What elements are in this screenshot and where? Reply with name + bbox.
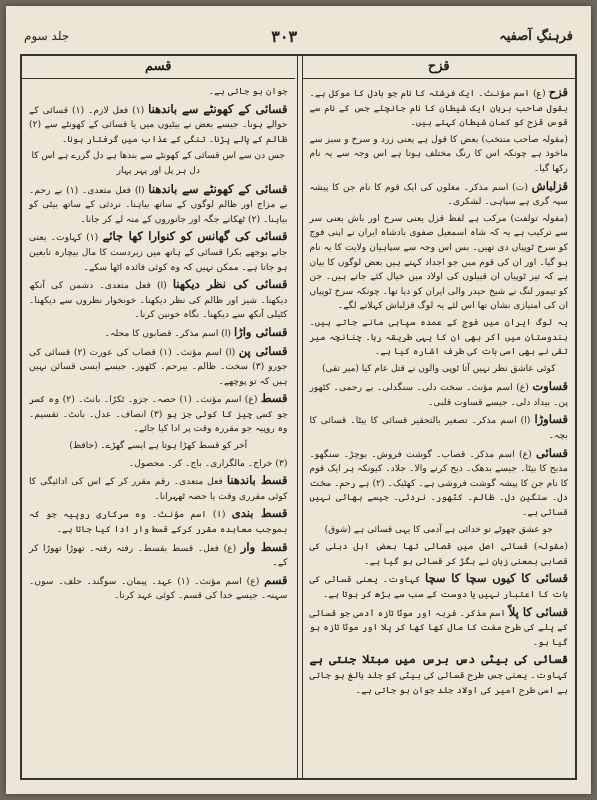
dictionary-entry [29, 506, 288, 537]
definition: (ع) فعل۔ قسط بقسط۔ رفتہ رفتہ۔ تھوڑا تھوڑا کر کے۔ [29, 542, 288, 569]
page-number: ۳۰۳ [271, 26, 298, 46]
definition: (۱) کہاوت۔ یعنی جانے بوجھے بکرا قسائی کے ہاتھ میں زبردست کا مال بیچارہ تابعین ہو جاتا ہے۔ ممکن نہیں کہ وہ کوئی فائدہ اٹھا سکے۔ [29, 232, 288, 273]
verse-text: آخر کو قسط کھڑا ہوتا ہے ایسے گھڑے۔ (حافظ) [69, 441, 248, 452]
right-column-body [303, 79, 576, 698]
headword: قسط [260, 391, 288, 406]
dictionary-entry [29, 473, 288, 504]
verse-text: جو عشق چھوٹے تو خدائی ہے آدمی کا یہی قسائی ہے (شوق) [324, 524, 553, 535]
definition: (۱) فعل لازم۔ (۱) قسائی کے حوالے ہونا۔ جیسے بعض نے بیٹیوں میں یا قسائی کے کھونٹے سے (۲) ظالم کے پالے پڑنا۔ تنگی کے عذاب میں گرفتار ہونا۔ [29, 104, 288, 145]
headword: قسائی کے کھونٹے سے باندھنا [148, 101, 288, 116]
definition: کہاوت۔ یعنی جس طرح قسائی کی بیٹی کو جلد بالغ ہو جاتی ہے اسی طرح امیر کی اولاد جلد جوان ہو جاتی ہے۔ [309, 669, 568, 696]
headword: قزلباش [531, 178, 569, 193]
dictionary-entry [310, 652, 569, 698]
dictionary-entry [310, 540, 569, 569]
dictionary-entry [29, 85, 288, 100]
definition: (مقولہ تولفت) مرکب ہے لفظ قزل یعنی سرخ اور باش یعنی سر سے ترکیب ہے یہ کہ شاہ اسمعیل صفوی بادشاہ ایران نے اپنی فوج کو سرخ ٹوپیاں دی تھیں۔ بس اس وجہ سے سپاہیان ولایت کا یہ نام ہو گیا۔ اور ان کی قوم میں جو اجداد کہتے ہیں بعض لوگوں کا بیان ہے کہ تیر ٹوپیاں ان قبیلوں کی اولاد میں خیال کئے جاتے ہیں۔ جن کو تیمور لنگ نے شیخ حیدر والی ایران کو دیا تھا۔ چونکہ سرخ ٹوپیاں ان کی امتیازی نشان تھا اس لئے یہ لوگ قزلباش کہلانے لگے۔ [309, 212, 568, 312]
definition: (ع) اسم مؤنث۔ سخت دلی۔ سنگدلی۔ بے رحمی۔ کٹھور پن۔ بیداد دلی۔ جیسے قساوت قلبی۔ [309, 382, 568, 408]
headword: قسائی واڑا [233, 324, 288, 339]
headword: قسائی کی گھانس کو کنوارا کھا جائے [102, 229, 288, 244]
headword: قسم [264, 572, 288, 587]
headword: قزح [548, 85, 568, 99]
dictionary-entry [310, 379, 569, 410]
dictionary-entry [29, 325, 288, 342]
definition: جوان ہو جاتی ہے۔ [208, 86, 288, 97]
headword: قسائی کے کھونٹے سے باندھنا [148, 181, 288, 196]
dictionary-entry [310, 85, 569, 131]
definition: (مقولہ صاحب منتخب) بعض کا قول ہے یعنی زرد و سرخ و سبز سے ماخوذ ہے چونکہ اس کا رنگ مختلف ہوتا ہے اس وجہ سے یہ نام رکھا گیا۔ [309, 133, 568, 174]
verse-line [29, 149, 288, 178]
definition: فعل متعدی۔ رقم مقرر کر کے اس کی ادائیگی کا کوئی مقرری وقت یا حصہ ٹھہرانا۔ [29, 476, 288, 502]
left-column-heading: قسم [22, 56, 295, 79]
definition: (ا) اسم مذکر۔ قصابوں کا محلہ۔ [104, 327, 232, 339]
dictionary-entry [29, 277, 288, 323]
dictionary-entry [310, 179, 569, 210]
headword: قسط وار [240, 539, 288, 554]
running-head [24, 24, 573, 48]
dictionary-page [6, 6, 591, 794]
definition: (۳) خراج۔ مالگزاری۔ باج۔ کر۔ محصول۔ [128, 457, 288, 469]
headword: قساوت [532, 379, 568, 394]
dictionary-entry [310, 605, 569, 651]
text-frame [20, 54, 577, 780]
headword: قسائی پن [238, 343, 288, 358]
verse-line [310, 362, 569, 377]
headword: قسط بندی [231, 506, 288, 521]
dictionary-entry [310, 571, 569, 602]
definition: (ا) فعل متعدی۔ دشمن کی آنکھ دیکھنا۔ شیر اور ظالم کی نظر دیکھنا۔ خونخوار نظروں سے دیکھنا۔ کٹیلی آنکھ سے دیکھنا۔ نگاہ خونین کرنا۔ [29, 280, 288, 321]
dictionary-entry [310, 446, 569, 521]
dictionary-entry [29, 344, 288, 390]
headword: قساوڑا [534, 412, 568, 427]
dictionary-entry [29, 457, 288, 472]
definition: (ت) اسم مذکر۔ مغلوں کی ایک قوم کا نام جن کا پیشہ سپہ گری ہے سپاہی۔ لشکری۔ [309, 181, 568, 208]
definition: اسم مذکر۔ فربہ اور موٹا تازہ آدمی جو قسائی کے پلے کی طرح مفت کا مال کھا کھا کر پلا اور موٹا تازہ ہو گیا ہو۔ [309, 607, 568, 648]
headword: قسائی [535, 445, 568, 460]
volume-label: جلد سوم [24, 29, 70, 43]
definition: (ا) اسم مذکر۔ تصغیر بالتحقیر قسائی کا بیٹا۔ قسائی کا بچہ۔ [309, 415, 568, 442]
headword: قسائی کا پلاّ [508, 604, 568, 619]
dictionary-entry [310, 133, 569, 177]
headword: قسائی کی بیٹی دس برس میں مبتلا جنتی ہے [309, 652, 568, 667]
definition: (ا) اسم مؤنث۔ (۱) قصاب کی عورت (۲) قسائی کی جورو (۳) سخت۔ ظالم۔ بیرحم۔ کٹھور۔ جیسے ایسی قسائن نہیں ہیں کہ تو پوچھے۔ [29, 346, 288, 387]
dictionary-entry [29, 102, 288, 148]
dictionary-entry [29, 573, 288, 604]
dictionary-entry [29, 391, 288, 437]
definition: (مقولہ) قسائی اصل میں قصائی تھا بعض اہل دہلی کی قصابی بمعنی زبان نے بگڑ کر قسائی ہو گیا ہے۔ [309, 541, 568, 567]
dictionary-entry [310, 316, 569, 360]
definition: (ع) اسم مؤنث۔ ایک فرشتہ کا نام جو بادل کا موکل ہے۔ بقول صاحب برہان ایک شیطان کا نام جانچئے جس کے نام سے قوس قزح کو کمان شیطان کہتے ہیں۔ [309, 88, 568, 129]
definition: (ع) اسم مؤنث۔ (۱) حصہ۔ جزو۔ ٹکڑا۔ بانٹ۔ (۲) وہ کسر جو کسی چیز کا کوئی جز ہو (۳) انصاف۔ عدل۔ بانٹ۔ تقسیم۔ وہ روپیہ جو مقررہ وقت پر ادا کیا جائے۔ [29, 394, 288, 435]
dictionary-entry [29, 229, 288, 275]
verse-text: کوئی عاشق نظر نہیں آتا ٹوپی والوں نے قتل عام کیا (میر تقی) [321, 363, 556, 374]
headword: قسائی کا کیوں سچا کا سچا [424, 571, 569, 586]
headword: قسائی کی نظر دیکھنا [172, 277, 288, 292]
verse-line [310, 523, 569, 538]
book-title: فرہنگِ آصفیہ [499, 28, 573, 44]
headword: قسط باندھنا [226, 473, 288, 488]
definition: یہ لوگ ایران میں فوج کے عمدہ سپاہی مانے جاتے ہیں۔ ہندوستان میں آکر بھی ان کا یہی طریقہ رہا۔ چنانچہ میر تقی نے بھی اسی بات کی طرف اشارہ کیا ہے۔ [309, 316, 568, 358]
definition: کہاوت۔ یعنی قسائی کی بات کا اعتبار نہیں یا دوست کے سب سے بڑھ کر ہوتا ہے۔ [309, 574, 568, 600]
dictionary-entry [29, 182, 288, 228]
verse-text: جس دن سے اس قسائی کے کھونٹے سے بندھا ہے دل گزرے ہے اس کا دل ہر پل اور پہر پہار [31, 151, 285, 176]
definition: (ع) اسم مذکر۔ قصاب۔ گوشت فروش۔ بوچڑ۔ سنگھو۔ مذبح کا بیٹا۔ جیسے بدھک۔ ذبح کرنے والا۔ جلاد۔ کیونکہ ہر ایک قوم کا نام جن کا پیشہ گوشت فروشی ہے۔ کھٹیک۔ (۲) بے رحم۔ سخت دل۔ سنگین دل۔ ظالم۔ کٹھور۔ نردئی۔ جیسے بھائی نہیں قسائی ہے۔ [309, 448, 568, 519]
definition: (ا) فعل متعدی۔ (۱) بے رحم۔ بے مزاج اور ظالم لوگوں کے ساتھ بیاہنا۔ نردئی کے ساتھ بیٹی کو بیاہنا۔ (۲) ٹھکانے جگہ اور جانوروں کے منہ لے کر جانا۔ [29, 184, 288, 225]
right-column [303, 56, 576, 778]
right-column-heading: قزح [303, 56, 576, 79]
verse-line [29, 439, 288, 454]
left-column [22, 56, 295, 778]
definition: (ع) اسم مؤنث۔ (۱) عہد۔ پیمان۔ سوگند۔ حلف۔ سوں۔ سہنہ۔ جیسے خدا کی قسم۔ کوئی عہد کرنا۔ [29, 575, 288, 602]
definition: (ا) اسم مؤنث۔ وہ سرکاری روپیہ جو کہ بموجب معاہدہ مقرر کرکے قسط وار ادا کیا جاتا ہے۔ [29, 509, 288, 536]
dictionary-entry [310, 412, 569, 443]
dictionary-entry [29, 540, 288, 571]
left-column-body [22, 79, 295, 604]
dictionary-entry [310, 212, 569, 314]
